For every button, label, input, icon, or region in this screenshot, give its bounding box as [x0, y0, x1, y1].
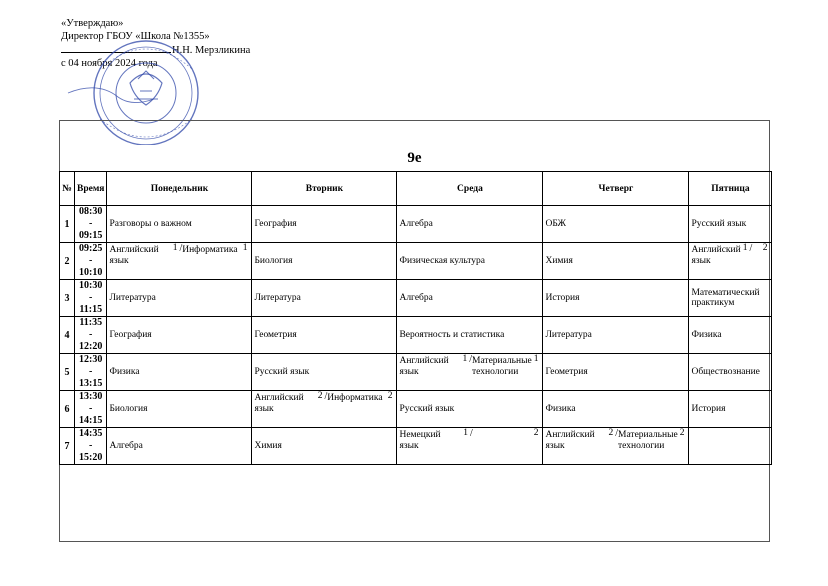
- subject-name: [752, 243, 760, 245]
- lesson-cell-tuesday: Химия: [252, 428, 397, 465]
- lesson-cell-tuesday: Биология: [252, 243, 397, 280]
- lesson-cell-friday: Русский язык: [689, 206, 772, 243]
- lesson-cell-tuesday: Литература: [252, 280, 397, 317]
- lesson-cell-monday: Разговоры о важном: [107, 206, 252, 243]
- lesson-cell-friday: Обществознание: [689, 354, 772, 391]
- header-friday: Пятница: [689, 172, 772, 206]
- table-row: [60, 391, 772, 428]
- split-lesson: [545, 428, 686, 464]
- subgroup-number: 1: [742, 243, 748, 253]
- subgroup-lesson: [399, 428, 470, 452]
- lesson-number: 1: [60, 206, 75, 243]
- header-num: №: [60, 172, 75, 206]
- subgroup-number: 2: [387, 391, 393, 401]
- subject-name: Английский язык: [545, 430, 595, 451]
- lesson-number: 5: [60, 354, 75, 391]
- lesson-cell-friday: [689, 243, 772, 280]
- lesson-number: 6: [60, 391, 75, 428]
- table-row: [60, 354, 772, 391]
- table-row: [60, 317, 772, 354]
- lesson-cell-friday: [689, 428, 772, 465]
- lesson-time: 13:30 - 14:15: [75, 391, 107, 428]
- lesson-number: 2: [60, 243, 75, 280]
- lesson-time: 09:25 - 10:10: [75, 243, 107, 280]
- lesson-time: 11:35 - 12:20: [75, 317, 107, 354]
- subgroup-number: 1: [463, 428, 468, 438]
- lesson-time: 08:30 - 09:15: [75, 206, 107, 243]
- subgroup-divider: /: [179, 243, 183, 254]
- lesson-cell-tuesday: География: [252, 206, 397, 243]
- subgroup-divider: /: [469, 428, 473, 439]
- split-lesson: [109, 243, 249, 279]
- lesson-cell-monday: Физика: [107, 354, 252, 391]
- subject-name: Немецкий язык: [399, 430, 441, 451]
- subgroup-lesson: [399, 354, 469, 378]
- lesson-cell-wednesday: [397, 354, 543, 391]
- lesson-cell-wednesday: [397, 428, 543, 465]
- lesson-cell-friday: Математический практикум: [689, 280, 772, 317]
- lesson-number: 7: [60, 428, 75, 465]
- approval-signer: Н.Н. Мерзликина: [172, 45, 251, 57]
- lesson-cell-thursday: История: [543, 280, 689, 317]
- subject-name: Информатика: [327, 393, 383, 403]
- class-title: 9е: [407, 150, 422, 166]
- lesson-cell-thursday: [543, 428, 689, 465]
- lesson-cell-friday: Физика: [689, 317, 772, 354]
- subgroup-number: 1: [242, 243, 248, 253]
- lesson-cell-monday: Биология: [107, 391, 252, 428]
- header-wednesday: Среда: [397, 172, 543, 206]
- subgroup-number: 1: [172, 243, 178, 253]
- subgroup-lesson: [254, 391, 324, 415]
- lesson-cell-tuesday: [252, 391, 397, 428]
- lesson-cell-wednesday: Физическая культура: [397, 243, 543, 280]
- subgroup-lesson: [615, 428, 686, 452]
- subgroup-lesson: [179, 243, 249, 256]
- split-lesson: [691, 243, 769, 279]
- lesson-cell-tuesday: Геометрия: [252, 317, 397, 354]
- subgroup-lesson: [691, 243, 749, 267]
- subgroup-number: 2: [608, 428, 614, 438]
- table-row: [60, 428, 772, 465]
- lesson-cell-monday: [107, 243, 252, 280]
- subject-name: Английский язык: [254, 393, 304, 414]
- table-row: [60, 280, 772, 317]
- approval-line: «Утверждаю»: [61, 18, 124, 29]
- subgroup-lesson: [470, 428, 541, 439]
- table-row: [60, 243, 772, 280]
- subgroup-lesson: [545, 428, 615, 452]
- subgroup-number: 2: [317, 391, 323, 401]
- approval-date: с 04 ноября 2024 года: [61, 57, 158, 69]
- lesson-cell-thursday: Литература: [543, 317, 689, 354]
- lesson-cell-wednesday: Вероятность и статистика: [397, 317, 543, 354]
- header-time: Время: [75, 172, 107, 206]
- lesson-cell-wednesday: Алгебра: [397, 280, 543, 317]
- header-monday: Понедельник: [107, 172, 252, 206]
- subject-name: [473, 428, 532, 430]
- split-lesson: [399, 354, 540, 390]
- subgroup-number: 1: [462, 354, 468, 364]
- header-thursday: Четверг: [543, 172, 689, 206]
- table-header-row: [60, 172, 772, 206]
- subgroup-lesson: [749, 243, 769, 254]
- subgroup-lesson: [324, 391, 394, 404]
- lesson-cell-monday: Алгебра: [107, 428, 252, 465]
- subject-name: Материальные технологии: [618, 430, 678, 451]
- lesson-time: 10:30 - 11:15: [75, 280, 107, 317]
- lesson-cell-thursday: ОБЖ: [543, 206, 689, 243]
- subject-name: Материальные технологии: [472, 356, 532, 377]
- lesson-number: 3: [60, 280, 75, 317]
- subject-name: Информатика: [182, 245, 238, 255]
- lesson-cell-wednesday: Алгебра: [397, 206, 543, 243]
- lesson-cell-monday: География: [107, 317, 252, 354]
- lesson-cell-wednesday: Русский язык: [397, 391, 543, 428]
- subject-name: Английский язык: [109, 245, 159, 266]
- table-row: [60, 206, 772, 243]
- split-lesson: [399, 428, 540, 464]
- subgroup-number: 1: [533, 354, 539, 364]
- lesson-cell-thursday: Геометрия: [543, 354, 689, 391]
- lesson-cell-thursday: Химия: [543, 243, 689, 280]
- lesson-cell-tuesday: Русский язык: [252, 354, 397, 391]
- subgroup-lesson: [109, 243, 179, 267]
- subject-name: Английский язык: [399, 356, 449, 377]
- subgroup-divider: /: [749, 243, 753, 254]
- subgroup-number: 2: [533, 428, 539, 438]
- lesson-cell-monday: Литература: [107, 280, 252, 317]
- schedule-table: [59, 171, 772, 465]
- lesson-time: 14:35 - 15:20: [75, 428, 107, 465]
- lesson-time: 12:30 - 13:15: [75, 354, 107, 391]
- split-lesson: [254, 391, 394, 427]
- subgroup-divider: /: [469, 354, 473, 365]
- header-tuesday: Вторник: [252, 172, 397, 206]
- lesson-number: 4: [60, 317, 75, 354]
- approval-director: Директор ГБОУ «Школа №1355»: [61, 30, 210, 42]
- subgroup-divider: /: [615, 428, 619, 439]
- subgroup-number: 2: [762, 243, 768, 253]
- lesson-cell-thursday: Физика: [543, 391, 689, 428]
- subgroup-divider: /: [324, 391, 328, 402]
- lesson-cell-friday: История: [689, 391, 772, 428]
- subgroup-lesson: [469, 354, 540, 378]
- subgroup-number: 2: [679, 428, 685, 438]
- subject-name: Английский язык: [691, 245, 741, 266]
